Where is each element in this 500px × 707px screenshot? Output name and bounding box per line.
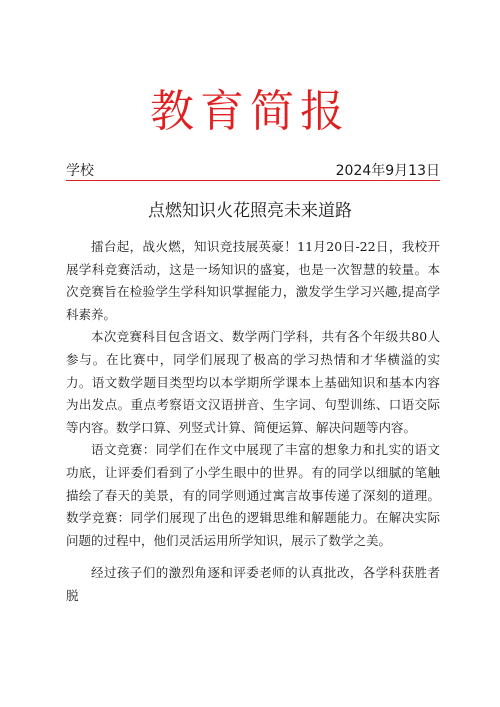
- article-headline: 点燃知识火花照亮未来道路: [148, 201, 352, 221]
- article-body: [66, 236, 440, 608]
- school-label: 学校: [66, 163, 94, 179]
- article-paragraph: 擂台起，战火燃，知识竞技展英豪！11月20日-22日，我校开展学科竞赛活动，这是一场知识的盛宴，也是一次智慧的较量。本次竞赛旨在检验学生学科知识掌握能力，激发学生学习兴趣,提高学科素养。: [66, 239, 440, 322]
- article-paragraph: 语文竞赛：同学们在作文中展现了丰富的想象力和扎实的语文功底，让评委们看到了小学生眼中的世界。有的同学以细腻的笔触描绘了春天的美景，有的同学则通过寓言故事传递了深刻的道理。数学竞赛：同学们展现了出色的逻辑思维和解题能力。在解决实际问题的过程中，他们灵活运用所学知识，展示了数学之美。: [66, 442, 440, 548]
- meta-row: [66, 160, 440, 182]
- article-paragraph: 经过孩子们的激烈角逐和评委老师的认真批改，各学科获胜者脱: [66, 565, 440, 603]
- header-divider: [66, 180, 440, 181]
- masthead-title: 教育简报: [150, 86, 350, 137]
- article-paragraph: 本次竞赛科目包含语文、数学两门学科，共有各个年级共80人参与。在比赛中，同学们展现了极高的学习热情和才华横溢的实力。语文数学题目类型均以本学期所学课本上基础知识和基本内容为出发点。重点考察语文汉语拼音、生字词、句型训练、口语交际等内容。数学口算、列竖式计算、简便运算、解决问题等内容。: [66, 329, 440, 435]
- issue-date: 2024年9月13日: [335, 163, 440, 179]
